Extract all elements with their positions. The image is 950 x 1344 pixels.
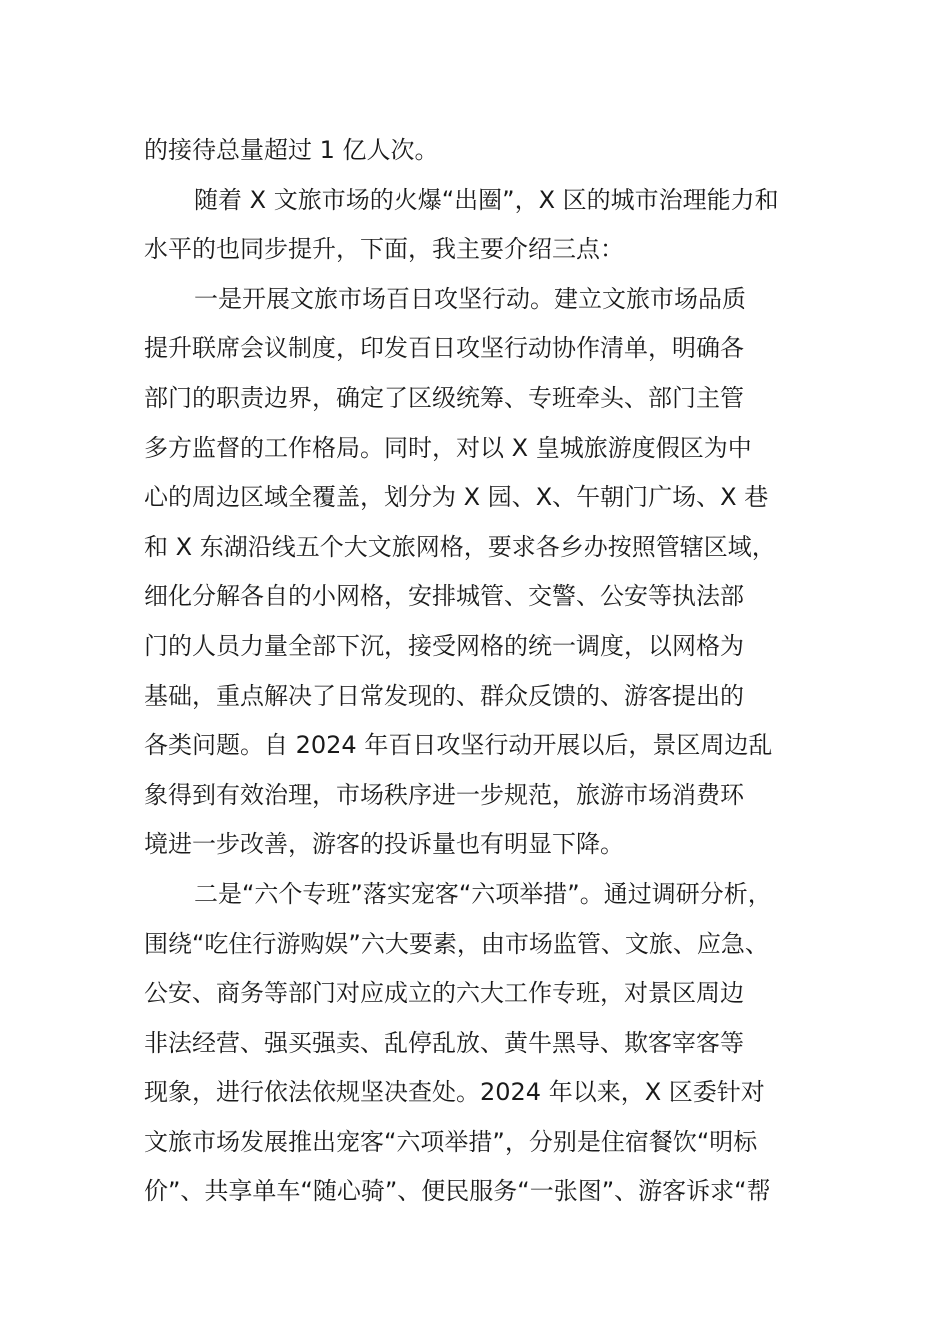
text-line: 象得到有效治理，市场秩序进一步规范，旅游市场消费环 xyxy=(144,780,744,809)
text-line: 公安、商务等部门对应成立的六大工作专班，对景区周边 xyxy=(144,979,744,1008)
text-line: 文旅市场发展推出宠客“六项举措”，分别是住宿餐饮“明标 xyxy=(144,1127,758,1156)
text-line: 价”、共享单车“随心骑”、便民服务“一张图”、游客诉求“帮 xyxy=(144,1177,771,1206)
text-line: 一是开展文旅市场百日攻坚行动。建立文旅市场品质 xyxy=(194,284,746,313)
text-line: 提升联席会议制度，印发百日攻坚行动协作清单，明确各 xyxy=(144,334,744,363)
document-body xyxy=(144,126,844,1217)
text-line: 心的周边区域全覆盖，划分为 X 园、X、午朝门广场、X 巷 xyxy=(144,483,769,512)
text-line: 二是“六个专班”落实宠客“六项举措”。通过调研分析， xyxy=(194,879,772,908)
text-line: 的接待总量超过 1 亿人次。 xyxy=(144,136,439,164)
text-line: 多方监督的工作格局。同时，对以 X 皇城旅游度假区为中 xyxy=(144,433,752,462)
text-line: 非法经营、强买强卖、乱停乱放、黄牛黑导、欺客宰客等 xyxy=(144,1028,744,1057)
text-line: 水平的也同步提升，下面，我主要介绍三点： xyxy=(144,235,624,264)
text-line: 随着 X 文旅市场的火爆“出圈”，X 区的城市治理能力和 xyxy=(194,185,779,214)
text-line: 境进一步改善，游客的投诉量也有明显下降。 xyxy=(144,830,624,859)
text-line: 现象，进行依法依规坚决查处。2024 年以来，X 区委针对 xyxy=(144,1078,765,1107)
text-line: 门的人员力量全部下沉，接受网格的统一调度，以网格为 xyxy=(144,631,744,660)
text-line: 围绕“吃住行游购娱”六大要素，由市场监管、文旅、应急、 xyxy=(144,929,769,958)
text-line: 基础，重点解决了日常发现的、群众反馈的、游客提出的 xyxy=(144,681,744,710)
text-line: 各类问题。自 2024 年百日攻坚行动开展以后，景区周边乱 xyxy=(144,731,773,760)
text-line: 部门的职责边界，确定了区级统筹、专班牵头、部门主管 xyxy=(144,383,744,412)
text-line: 细化分解各自的小网格，安排城管、交警、公安等执法部 xyxy=(144,582,744,611)
text-line: 和 X 东湖沿线五个大文旅网格，要求各乡办按照管辖区域， xyxy=(144,532,776,561)
